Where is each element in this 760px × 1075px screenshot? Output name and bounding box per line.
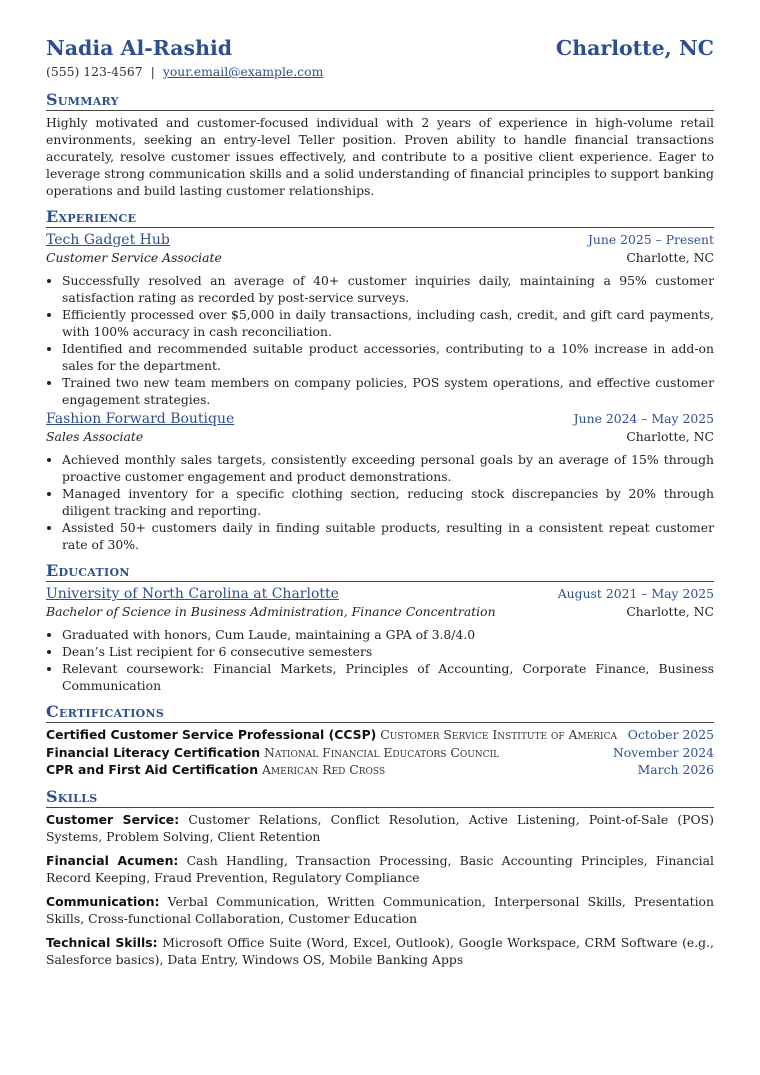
section-title-education: Education [46, 561, 714, 582]
section-title-certifications: Certifications [46, 702, 714, 723]
certification-item [46, 726, 714, 744]
company-link[interactable]: Tech Gadget Hub [46, 232, 170, 248]
skill-item [46, 852, 714, 886]
job-dates: June 2024 – May 2025 [573, 411, 714, 426]
summary-section [46, 90, 714, 199]
degree: Bachelor of Science in Business Administration, Finance Concentration [46, 604, 496, 619]
certifications-section [46, 702, 714, 779]
skill-text: Verbal Communication, Written Communication, Interpersonal Skills, Presentation Skills, Cross-functional Collaboration, Customer Education [46, 893, 714, 926]
education-dates: August 2021 – May 2025 [557, 586, 714, 601]
skill-item [46, 811, 714, 845]
certification-name: Certified Customer Service Professional (CCSP) [46, 727, 377, 742]
education-section [46, 561, 714, 694]
job-dates: June 2025 – Present [587, 232, 714, 247]
certification-issuer: National Financial Educators Council [264, 744, 500, 760]
certification-item [46, 744, 714, 762]
skill-item [46, 893, 714, 927]
certification-issuer: American Red Cross [261, 762, 386, 777]
school-link[interactable]: University of North Carolina at Charlotte [46, 586, 339, 602]
education-bullets [46, 626, 714, 694]
certification-name: CPR and First Aid Certification [46, 762, 259, 777]
email-link[interactable]: your.email@example.com [162, 64, 324, 79]
section-title-summary: Summary [46, 90, 714, 111]
skill-label: Communication: [46, 893, 160, 909]
contact-line [46, 63, 714, 80]
certification-item [46, 761, 714, 779]
job-location: Charlotte, NC [626, 429, 714, 444]
certification-date: October 2025 [627, 727, 714, 742]
skill-item [46, 934, 714, 968]
skill-label: Customer Service: [46, 811, 180, 827]
company-link[interactable]: Fashion Forward Boutique [46, 411, 235, 427]
list-item: • Efficiently processed over $5,000 in daily transactions, including cash, credit, and gift card payments, with 100% accuracy in cash reconciliation. [62, 306, 714, 340]
skill-label: Technical Skills: [46, 934, 158, 950]
candidate-location: Charlotte, NC [555, 36, 714, 60]
section-title-experience: Experience [46, 207, 714, 228]
experience-entry [46, 410, 714, 553]
phone-number: (555) 123-4567 [46, 64, 143, 79]
resume-header [46, 36, 714, 60]
job-bullets [46, 451, 714, 553]
list-item: • Achieved monthly sales targets, consistently exceeding personal goals by an average of 15% through proactive customer engagement and product demonstrations. [62, 451, 714, 485]
education-location: Charlotte, NC [626, 604, 714, 619]
skill-label: Financial Acumen: [46, 852, 179, 868]
list-item: • Identified and recommended suitable product accessories, contributing to a 10% increase in add-on sales for the department. [62, 340, 714, 374]
certification-issuer: Customer Service Institute of America [380, 727, 617, 742]
list-item: • Assisted 50+ customers daily in finding suitable products, resulting in a consistent repeat customer rate of 30%. [62, 519, 714, 553]
candidate-name: Nadia Al-Rashid [46, 36, 233, 60]
skill-text: Customer Relations, Conflict Resolution, Active Listening, Point-of-Sale (POS) Systems, Problem Solving, Client Retention [46, 811, 714, 844]
list-item: • Trained two new team members on company policies, POS system operations, and effective customer engagement strategies. [62, 374, 714, 408]
certification-date: March 2026 [637, 762, 714, 777]
job-location: Charlotte, NC [626, 250, 714, 265]
section-title-skills: Skills [46, 787, 714, 808]
experience-entry [46, 231, 714, 408]
skill-text: Microsoft Office Suite (Word, Excel, Outlook), Google Workspace, CRM Software (e.g., Salesforce basics), Data Entry, Windows OS, Mobile Banking Apps [46, 934, 714, 967]
list-item: • Relevant coursework: Financial Markets, Principles of Accounting, Corporate Finance, Business Communication [62, 660, 714, 694]
contact-separator: | [150, 64, 155, 79]
job-role: Customer Service Associate [46, 250, 222, 265]
certification-name: Financial Literacy Certification [46, 744, 261, 760]
skill-text: Cash Handling, Transaction Processing, Basic Accounting Principles, Financial Record Keeping, Fraud Prevention, Regulatory Compliance [46, 852, 714, 885]
summary-text: Highly motivated and customer-focused individual with 2 years of experience in high-volume retail environments, seeking an entry-level Teller position. Proven ability to handle financial transactions accurately, resolve customer issues effectively, and contribute to a positive client experience. Eager to leverage strong communication skills and a solid understanding of financial principles to support banking operations and build lasting customer relationships. [46, 115, 714, 198]
list-item: • Successfully resolved an average of 40+ customer inquiries daily, maintaining a 95% customer satisfaction rating as recorded by post-service surveys. [62, 272, 714, 306]
job-role: Sales Associate [46, 429, 144, 444]
education-entry [46, 585, 714, 694]
list-item: • Managed inventory for a specific clothing section, reducing stock discrepancies by 20% through diligent tracking and reporting. [62, 485, 714, 519]
list-item: • Graduated with honors, Cum Laude, maintaining a GPA of 3.8/4.0 [62, 626, 714, 643]
list-item: • Dean’s List recipient for 6 consecutive semesters [62, 643, 714, 660]
job-bullets [46, 272, 714, 408]
experience-section [46, 207, 714, 553]
certification-date: November 2024 [612, 744, 714, 760]
skills-section [46, 787, 714, 968]
